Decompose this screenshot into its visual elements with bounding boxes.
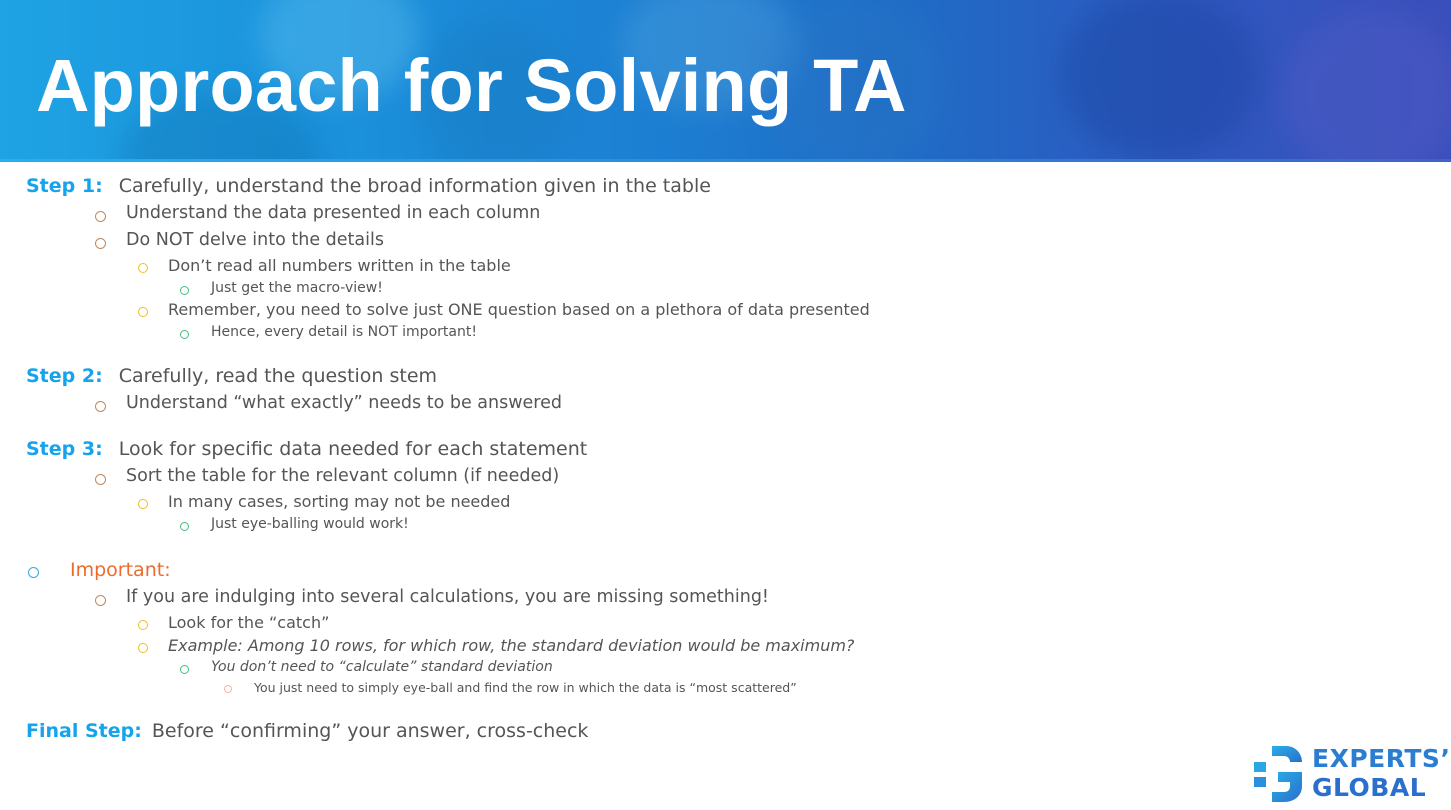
step-3-text: Look for specific data needed for each statement: [118, 438, 588, 460]
list-item: [168, 256, 511, 275]
g-logo-icon: [1252, 744, 1304, 804]
list-item: [168, 300, 870, 319]
header-banner: [0, 0, 1451, 162]
list-item-text: Understand “what exactly” needs to be answered: [126, 393, 562, 413]
list-item-text: Remember, you need to solve just ONE question based on a plethora of data presented: [168, 300, 870, 319]
list-item: [126, 393, 562, 413]
list-item: [211, 280, 383, 296]
list-item-text: You don’t need to “calculate” standard deviation: [211, 659, 553, 675]
circle-bullet-icon: [138, 499, 148, 509]
circle-bullet-icon: [95, 595, 106, 606]
step-3-heading: [26, 438, 587, 460]
circle-bullet-icon: [95, 401, 106, 412]
list-item-text: You just need to simply eye-ball and find the row in which the data is “most scattered”: [254, 680, 797, 695]
list-item-text: Understand the data presented in each column: [126, 203, 541, 223]
list-item-text: Hence, every detail is NOT important!: [211, 324, 477, 340]
circle-bullet-icon: [180, 330, 189, 339]
list-item-text: Just eye-balling would work!: [211, 516, 409, 532]
list-item: [211, 659, 553, 675]
list-item-text: Don’t read all numbers written in the table: [168, 256, 511, 275]
circle-bullet-icon: [180, 286, 189, 295]
banner-photo-face: [1280, 10, 1451, 162]
circle-bullet-icon: [138, 620, 148, 630]
circle-bullet-icon: [224, 685, 232, 693]
list-item: [126, 230, 384, 250]
step-1-text: Carefully, understand the broad information given in the table: [118, 175, 711, 197]
circle-bullet-icon: [138, 263, 148, 273]
step-1-heading: [26, 175, 711, 197]
list-item: [168, 613, 329, 632]
step-3-label: Step 3:: [26, 438, 103, 460]
circle-bullet-icon: [180, 522, 189, 531]
banner-photo-face: [1060, 0, 1260, 160]
logo-wordmark: [1312, 744, 1450, 802]
list-item-text: If you are indulging into several calculations, you are missing something!: [126, 587, 769, 607]
list-item-text: Example: Among 10 rows, for which row, the standard deviation would be maximum?: [168, 636, 855, 655]
experts-global-logo: [1252, 744, 1450, 806]
logo-line-2: GLOBAL: [1312, 773, 1427, 802]
circle-bullet-icon: [138, 307, 148, 317]
circle-bullet-icon: [180, 665, 189, 674]
list-item: [126, 587, 769, 607]
list-item-text: Just get the macro-view!: [211, 280, 383, 296]
final-step-label: Final Step:: [26, 720, 142, 742]
list-item: [211, 516, 409, 532]
list-item-text: Sort the table for the relevant column (if needed): [126, 466, 560, 486]
important-label: Important:: [70, 559, 171, 581]
list-item-text: Do NOT delve into the details: [126, 230, 384, 250]
important-heading: [70, 559, 171, 581]
circle-bullet-icon: [95, 211, 106, 222]
list-item: [126, 466, 559, 486]
final-step-heading: [26, 720, 588, 742]
logo-line-1: EXPERTS’: [1312, 744, 1451, 773]
list-item: [126, 203, 540, 223]
list-item-text: In many cases, sorting may not be needed: [168, 492, 511, 511]
slide-title: Approach for Solving TA: [36, 44, 907, 127]
circle-bullet-icon: [28, 567, 39, 578]
circle-bullet-icon: [95, 474, 106, 485]
list-item: [168, 636, 854, 655]
step-2-label: Step 2:: [26, 365, 103, 387]
list-item: [254, 680, 797, 695]
list-item: [211, 324, 477, 340]
circle-bullet-icon: [95, 238, 106, 249]
circle-bullet-icon: [138, 643, 148, 653]
step-2-heading: [26, 365, 437, 387]
banner-divider: [0, 159, 1451, 162]
step-1-label: Step 1:: [26, 175, 103, 197]
list-item: [168, 492, 510, 511]
step-2-text: Carefully, read the question stem: [118, 365, 438, 387]
final-step-text: Before “confirming” your answer, cross-check: [151, 720, 589, 742]
list-item-text: Look for the “catch”: [168, 613, 330, 632]
